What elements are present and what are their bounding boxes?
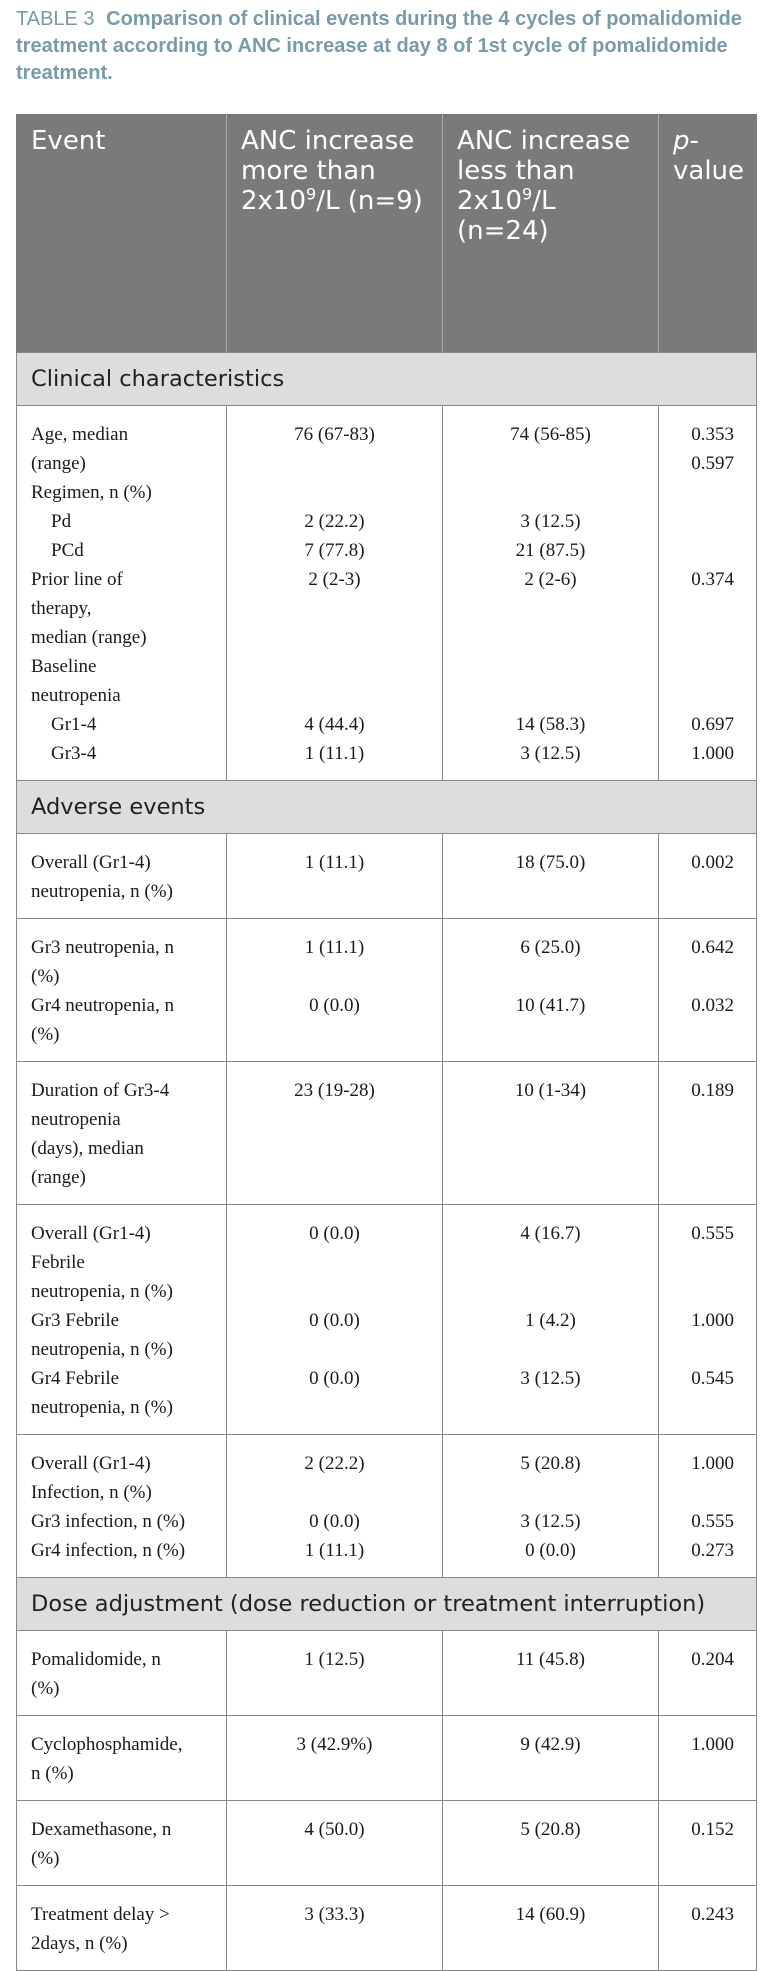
anc-more-cell: 4 (50.0) [227,1800,443,1885]
table-label: TABLE 3 [16,8,95,30]
event-cell: Cyclophosphamide, n (%) [17,1715,227,1800]
anc-more-cell: 1 (12.5) [227,1630,443,1715]
section-row [17,352,757,405]
event-cell: Duration of Gr3-4 neutropenia (days), median (range) [17,1061,227,1204]
table-row [17,833,757,918]
event-cell: Age, median (range) Regimen, n (%) Pd PCd Prior line of therapy, median (range) Baseline neutropenia Gr1-4 Gr3-4 [17,405,227,780]
p-value-cell: 0.642 0.032 [659,918,757,1061]
header-row [17,114,757,352]
anc-less-cell: 10 (1-34) [443,1061,659,1204]
section-clinical-characteristics: Clinical characteristics [17,352,757,405]
p-value-cell: 0.002 [659,833,757,918]
anc-less-cell: 9 (42.9) [443,1715,659,1800]
table-row [17,1630,757,1715]
anc-more-cell: 23 (19-28) [227,1061,443,1204]
section-row [17,780,757,833]
anc-more-cell: 1 (11.1) [227,833,443,918]
anc-more-cell: 0 (0.0) 0 (0.0) 0 (0.0) [227,1204,443,1434]
anc-less-cell: 4 (16.7) 1 (4.2) 3 (12.5) [443,1204,659,1434]
table-caption-text: Comparison of clinical events during the 4 cycles of pomalidomide treatment according to ANC increase at day 8 of 1st cycle of pomalidomide treatment. [16,8,742,84]
event-cell: Overall (Gr1-4) Febrile neutropenia, n (%) Gr3 Febrile neutropenia, n (%) Gr4 Febrile neutropenia, n (%) [17,1204,227,1434]
anc-less-cell: 14 (60.9) [443,1885,659,1970]
table-row [17,1204,757,1434]
table-row [17,1800,757,1885]
table-row [17,1715,757,1800]
anc-less-cell: 5 (20.8) 3 (12.5) 0 (0.0) [443,1434,659,1577]
comparison-table [16,114,757,1971]
event-cell: Pomalidomide, n (%) [17,1630,227,1715]
anc-more-cell: 76 (67-83) 2 (22.2) 7 (77.8) 2 (2-3) 4 (44.4) 1 (11.1) [227,405,443,780]
table-row [17,918,757,1061]
anc-more-cell: 1 (11.1) 0 (0.0) [227,918,443,1061]
header-p-value: p-value [659,114,757,352]
event-cell: Overall (Gr1-4) Infection, n (%) Gr3 infection, n (%) Gr4 infection, n (%) [17,1434,227,1577]
anc-less-cell: 18 (75.0) [443,833,659,918]
anc-less-cell: 5 (20.8) [443,1800,659,1885]
header-anc-less: ANC increase less than $2x10^9/L$ (n=24) [443,114,659,352]
anc-more-cell: 3 (33.3) [227,1885,443,1970]
p-value-cell: 0.189 [659,1061,757,1204]
p-value-cell: 0.204 [659,1630,757,1715]
header-event: Event [17,114,227,352]
table-row [17,405,757,780]
event-cell: Overall (Gr1-4) neutropenia, n (%) [17,833,227,918]
header-anc-more: ANC increase more than $2x10^9/L$ (n=9) [227,114,443,352]
anc-less-cell: 6 (25.0) 10 (41.7) [443,918,659,1061]
event-cell: Dexamethasone, n (%) [17,1800,227,1885]
p-value-cell: 1.000 [659,1715,757,1800]
table-row [17,1061,757,1204]
anc-more-cell: 2 (22.2) 0 (0.0) 1 (11.1) [227,1434,443,1577]
section-row [17,1577,757,1630]
event-cell: Treatment delay > 2days, n (%) [17,1885,227,1970]
event-cell: Gr3 neutropenia, n (%) Gr4 neutropenia, n (%) [17,918,227,1061]
p-value-cell: 0.152 [659,1800,757,1885]
p-value-cell: 0.555 1.000 0.545 [659,1204,757,1434]
p-value-cell: 0.353 0.597 0.374 0.697 1.000 [659,405,757,780]
p-value-cell: 0.243 [659,1885,757,1970]
anc-less-cell: 11 (45.8) [443,1630,659,1715]
section-dose-adjustment: Dose adjustment (dose reduction or treatment interruption) [17,1577,757,1630]
anc-more-cell: 3 (42.9%) [227,1715,443,1800]
table-row [17,1434,757,1577]
table-caption [16,6,756,87]
table-row [17,1885,757,1970]
section-adverse-events: Adverse events [17,780,757,833]
p-value-cell: 1.000 0.555 0.273 [659,1434,757,1577]
anc-less-cell: 74 (56-85) 3 (12.5) 21 (87.5) 2 (2-6) 14 (58.3) 3 (12.5) [443,405,659,780]
